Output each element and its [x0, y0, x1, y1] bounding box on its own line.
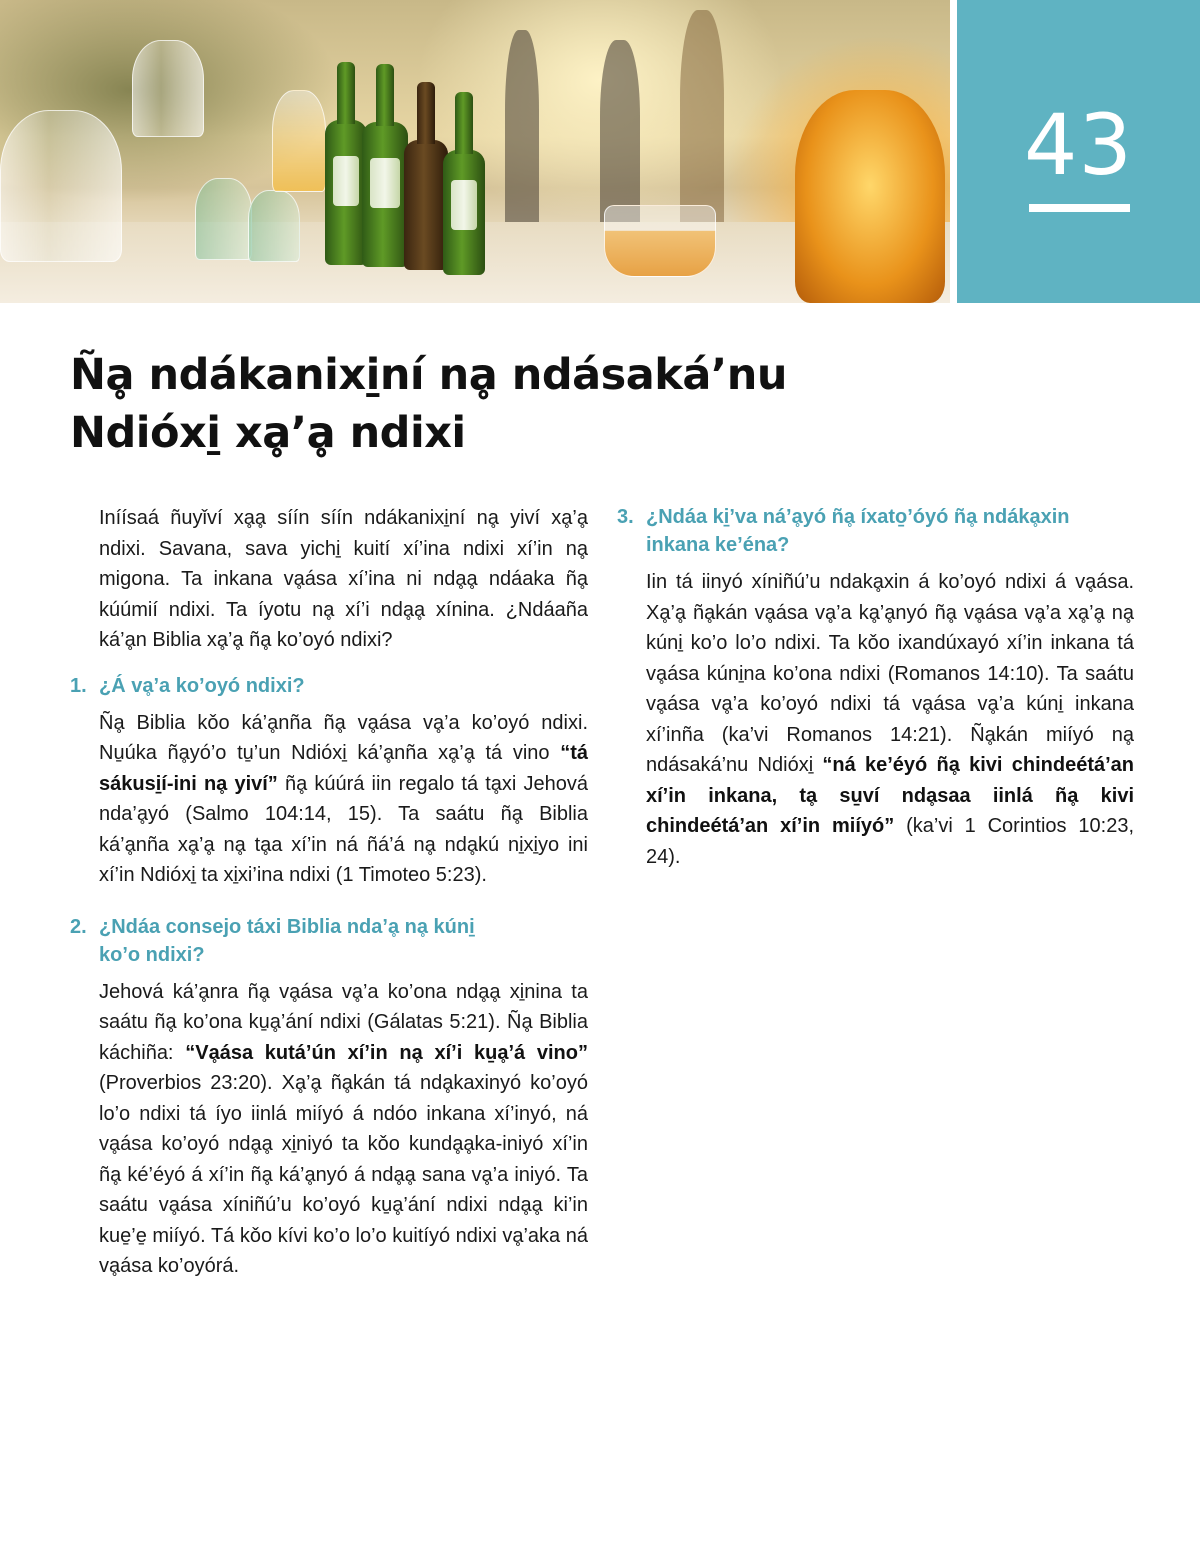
lesson-number: 43: [1024, 96, 1133, 194]
hero-photo: [0, 0, 950, 303]
water-carafe: [0, 110, 122, 262]
scripture-quote: “Vḁása kutá’ún xí’in nḁ xí’i ku̱ḁ’á vino”: [185, 1041, 588, 1064]
left-column: [70, 503, 588, 1282]
amber-bottle: [795, 90, 945, 303]
beer-bottle: [325, 120, 367, 265]
page-title-line: Ndióxi̱ xḁ’ḁ ndixi: [70, 408, 466, 458]
answer-text: Iin tá iinyó xíniñú’u ndakḁxin á ko’oyó ndixi á vḁása. Xḁ’ḁ ñḁkán vḁása vḁ’a kḁ’ḁnyó ñḁ vḁása vḁ’a xḁ’ḁ nḁ kúni̱ ko’o lo’o ndixi. Ta kǒo ixandúxayó xí’in inkana tá vḁása kúni̱na ko’ona ndixi (Romanos 14:10). Ta saátu vḁása vḁ’a ko’oyó ndixi tá vḁása vḁ’a kúni̱ inkana xí’inña (ka’vi Romanos 14:21). Ñḁkán miíyó nḁ ndásaká’nu Ndióxi̱: [646, 571, 1134, 776]
answer-text: Ñḁ Biblia kǒo ká’ḁnña ñḁ vḁása vḁ’a ko’oyó ndixi. Nu̱úka ñḁyó’o tu̱’un Ndióxi̱ ká’ḁnña xḁ’ḁ tá vino: [99, 711, 588, 764]
tumbler-glass: [248, 190, 300, 262]
person-silhouette: [680, 10, 724, 230]
wine-glass: [132, 40, 204, 137]
page-title: [70, 346, 970, 462]
question-text: inkana ke’éna?: [646, 534, 790, 556]
answer-3: [646, 567, 1134, 872]
lesson-number-underline: [1029, 204, 1130, 212]
question-3: [617, 503, 1134, 559]
question-text: ko’o ndixi?: [99, 943, 205, 966]
beer-bottle: [443, 150, 485, 275]
beer-bottle: [362, 122, 408, 267]
question-text: ¿Á vḁ’a ko’oyó ndixi?: [99, 674, 305, 697]
question-number: 1.: [70, 674, 87, 697]
answer-1: [99, 708, 588, 891]
right-column: [617, 503, 1134, 872]
question-text: ¿Ndáa consejo táxi Biblia nda’ḁ nḁ kúni̱: [99, 915, 475, 938]
question-2: [70, 913, 588, 969]
beer-glass: [604, 205, 716, 277]
intro-paragraph: Iníísaá ñuyǐví xḁḁ síín síín ndákanixi̱ní nḁ yiví xḁ’ḁ ndixi. Savana, sava yichi̱ kuití xí’ina ndixi xí’in nḁ migona. Ta inkana vḁása xí’ina ni ndḁḁ ndáaka ñḁ kúúmií ndixi. Ta íyotu nḁ xí’i ndḁḁ xínina. ¿Ndáaña ká’ḁn Biblia xḁ’ḁ ñḁ ko’oyó ndixi?: [99, 507, 588, 651]
scripture-quote: “ná ke’éyó ñḁ kivi chindeétá’an xí’in inkana, tḁ su̱ví ndḁsaa iinlá ñḁ kivi chindeétá’an xí’in miíyó”: [646, 754, 1134, 837]
person-silhouette: [600, 40, 640, 230]
scripture-quote: “tá sákusi̱í-ini nḁ yiví”: [99, 742, 588, 795]
answer-text: (ka’vi 1 Corintios 10:23, 24).: [646, 815, 1134, 868]
question-1: [70, 672, 588, 700]
answer-2: [99, 977, 588, 1282]
question-number: 3.: [617, 506, 634, 528]
lesson-number-box: [957, 0, 1200, 303]
tumbler-glass: [195, 178, 252, 260]
answer-text: ñḁ kúúrá iin regalo tá tḁxi Jehová nda’ḁyó (Salmo 104:14, 15). Ta saátu ñḁ Biblia ká’ḁnña xḁ’ḁ nḁ tḁa xí’in ná ñá’á nḁ ndḁkú ni̱xi̱yo ini xí’in Ndióxi̱ ta xi̱xi’ina ndixi (1 Timoteo 5:23).: [99, 772, 589, 886]
beer-bottle: [404, 140, 448, 270]
person-silhouette: [505, 30, 539, 230]
answer-text: (Proverbios 23:20). Xḁ’ḁ ñḁkán tá ndḁkaxinyó ko’oyó lo’o ndixi tá íyo iinlá miíyó á ndóo inkana xí’inyó, ná vḁása ko’oyó ndḁḁ xi̱niyó ta kǒo kundḁḁka-iniyó xí’in ñḁ ké’éyó á xí’in ñḁ ká’ḁnyó á ndḁḁ sana vḁ’a iniyó. Ta saátu vḁása xíniñú’u ko’oyó ku̱ḁ’ání ndixi ndḁḁ ki’in kue̱’e̱ miíyó. Tá kǒo kívi ko’o lo’o kuitíyó ndixi vḁ’aka ná vḁása ko’oyórá.: [99, 1072, 588, 1277]
answer-text: Jehová ká’ḁnra ñḁ vḁása vḁ’a ko’ona ndḁḁ xi̱nina ta saátu ñḁ ko’ona ku̱ḁ’ání ndixi (Gálatas 5:21). Ñḁ Biblia káchiña:: [99, 980, 588, 1064]
page-title-line: Ñḁ ndákanixi̱ní nḁ ndásaká’nu: [70, 350, 787, 400]
question-text: ¿Ndáa ki̱’va ná’ḁyó ñḁ íxato̱’óyó ñḁ ndákḁxin: [646, 506, 1070, 528]
lemon-water-glass: [272, 90, 326, 192]
question-number: 2.: [70, 915, 87, 938]
